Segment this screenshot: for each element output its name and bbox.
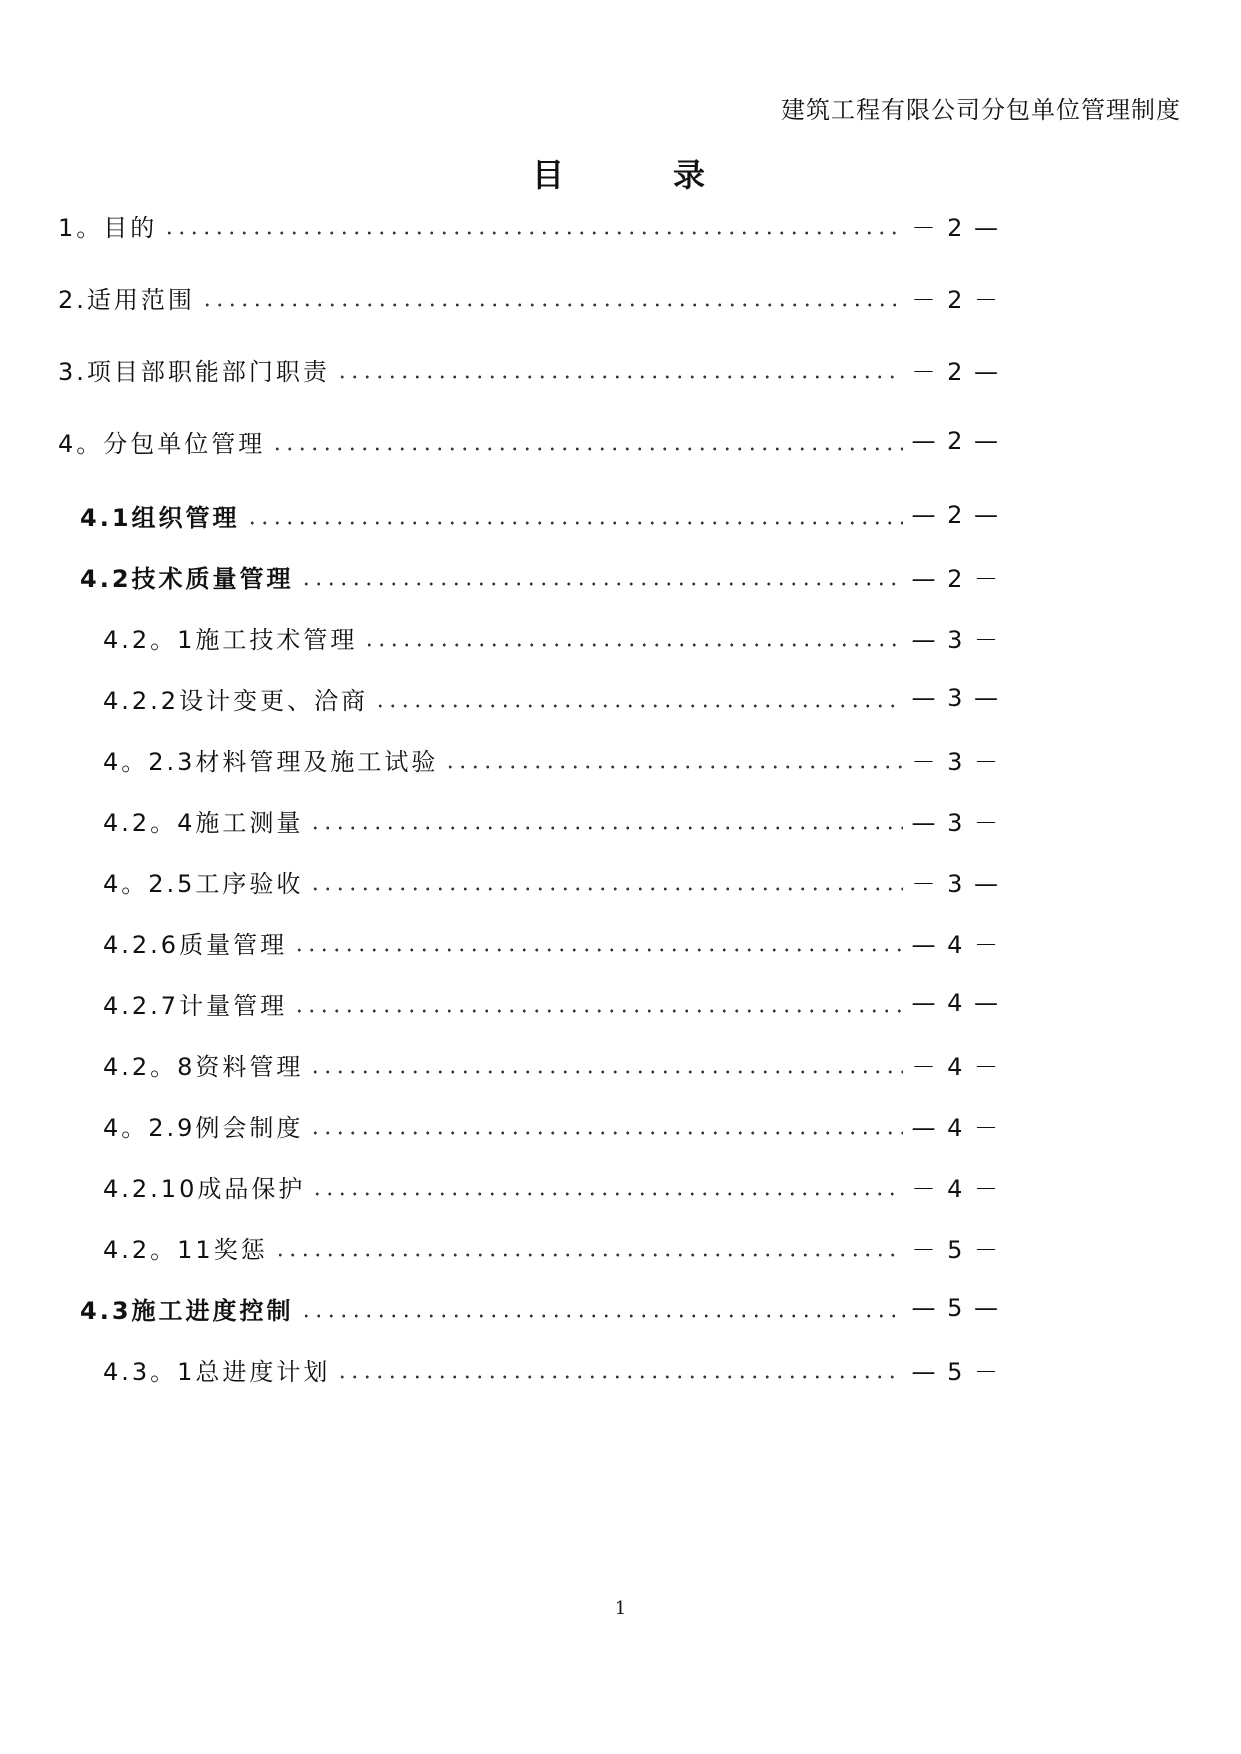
- toc-entry-rewards-penalties[interactable]: [103, 1227, 1000, 1267]
- toc-dot-leader: [374, 703, 903, 709]
- toc-entry-label: 1。目的: [58, 213, 158, 242]
- toc-entry-page: － 4 －: [911, 1174, 1000, 1203]
- toc-entry-material-testing[interactable]: [103, 739, 1000, 779]
- toc-entry-page: — 4 －: [911, 930, 1000, 959]
- toc-entry-page: — 5 －: [911, 1357, 1000, 1386]
- running-header: 建筑工程有限公司分包单位管理制度: [781, 96, 1181, 124]
- toc-dot-leader: [311, 1191, 903, 1197]
- toc-entry-subcontractor-management[interactable]: [58, 421, 1000, 461]
- toc-entry-label: 4.2。8资料管理: [103, 1052, 304, 1081]
- toc-entry-label: 4.2。4施工测量: [103, 808, 304, 837]
- toc-entry-meeting-system[interactable]: [103, 1105, 1000, 1145]
- toc-entry-label: 4。2.5工序验收: [103, 869, 304, 898]
- toc-entry-label: 4.3施工进度控制: [80, 1296, 294, 1325]
- toc-entry-purpose[interactable]: [58, 205, 1000, 245]
- toc-title-char-2: 录: [673, 156, 710, 194]
- toc-entry-label: 4.2.7计量管理: [103, 991, 288, 1020]
- toc-entry-label: 4.1组织管理: [80, 503, 240, 532]
- toc-entry-page: — 2 —: [911, 501, 1000, 529]
- toc-entry-label: 4.2。1施工技术管理: [103, 625, 358, 654]
- toc-entry-page: — 4 －: [911, 1113, 1000, 1142]
- toc-entry-page: — 3 －: [911, 808, 1000, 837]
- toc-entry-label: 4。2.3材料管理及施工试验: [103, 747, 439, 776]
- toc-entry-metering-management[interactable]: [103, 983, 1000, 1023]
- toc-dot-leader: [309, 1069, 903, 1075]
- toc-entry-document-management[interactable]: [103, 1044, 1000, 1084]
- toc-dot-leader: [444, 764, 903, 770]
- toc-entry-page: － 4 －: [911, 1052, 1000, 1081]
- toc-entry-page: － 3 —: [911, 869, 1000, 898]
- toc-dot-leader: [293, 1008, 903, 1014]
- toc-dot-leader: [293, 947, 903, 953]
- toc-dot-leader: [300, 1313, 904, 1319]
- toc-dot-leader: [300, 581, 904, 587]
- toc-entry-page: — 3 —: [911, 684, 1000, 712]
- toc-entry-quality-management[interactable]: [103, 922, 1000, 962]
- toc-dot-leader: [274, 1252, 904, 1258]
- toc-dot-leader: [363, 642, 903, 648]
- toc-entry-label: 4.2.10成品保护: [103, 1174, 306, 1203]
- toc-dot-leader: [336, 1374, 903, 1380]
- toc-entry-label: 4。分包单位管理: [58, 429, 266, 458]
- toc-dot-leader: [309, 886, 903, 892]
- toc-dot-leader: [309, 1130, 903, 1136]
- toc-entry-organization-management[interactable]: [80, 495, 1000, 535]
- toc-entry-page: — 2 －: [911, 564, 1000, 593]
- toc-entry-label: 4.3。1总进度计划: [103, 1357, 331, 1386]
- toc-entry-label: 3.项目部职能部门职责: [58, 357, 330, 386]
- toc-entry-design-change[interactable]: [103, 678, 1000, 718]
- toc-dot-leader: [201, 302, 904, 308]
- toc-entry-page: － 2 —: [911, 213, 1000, 242]
- toc-entry-label: 4.2.6质量管理: [103, 930, 288, 959]
- toc-entry-schedule-control[interactable]: [80, 1288, 1000, 1328]
- toc-dot-leader: [246, 520, 904, 526]
- toc-title-char-1: 目: [531, 156, 568, 194]
- toc-entry-label: 4.2.2设计变更、洽商: [103, 686, 369, 715]
- toc-entry-product-protection[interactable]: [103, 1166, 1000, 1206]
- toc-entry-page: — 2 —: [911, 427, 1000, 455]
- toc-entry-label: 4.2。11奖惩: [103, 1235, 268, 1264]
- toc-entry-construction-technical-management[interactable]: [103, 617, 1000, 657]
- toc-entry-department-duties[interactable]: [58, 349, 1000, 389]
- toc-dot-leader: [163, 230, 903, 236]
- toc-entry-survey[interactable]: [103, 800, 1000, 840]
- toc-dot-leader: [309, 825, 903, 831]
- toc-entry-page: — 5 —: [911, 1294, 1000, 1322]
- toc-dot-leader: [271, 446, 903, 452]
- toc-entry-scope[interactable]: [58, 277, 1000, 317]
- toc-entry-label: 2.适用范围: [58, 285, 195, 314]
- toc-dot-leader: [336, 374, 904, 380]
- toc-entry-technical-quality-management[interactable]: [80, 556, 1000, 596]
- toc-entry-page: — 4 —: [911, 989, 1000, 1017]
- toc-entry-page: － 2 －: [911, 285, 1000, 314]
- toc-entry-process-acceptance[interactable]: [103, 861, 1000, 901]
- toc-entry-label: 4。2.9例会制度: [103, 1113, 304, 1142]
- toc-entry-label: 4.2技术质量管理: [80, 564, 294, 593]
- toc-entry-master-schedule[interactable]: [103, 1349, 1000, 1389]
- toc-entry-page: － 5 －: [911, 1235, 1000, 1264]
- toc-entry-page: — 3 －: [911, 625, 1000, 654]
- page-number: 1: [614, 1598, 627, 1619]
- toc-entry-page: － 2 —: [911, 357, 1000, 386]
- toc-entry-page: － 3 －: [911, 747, 1000, 776]
